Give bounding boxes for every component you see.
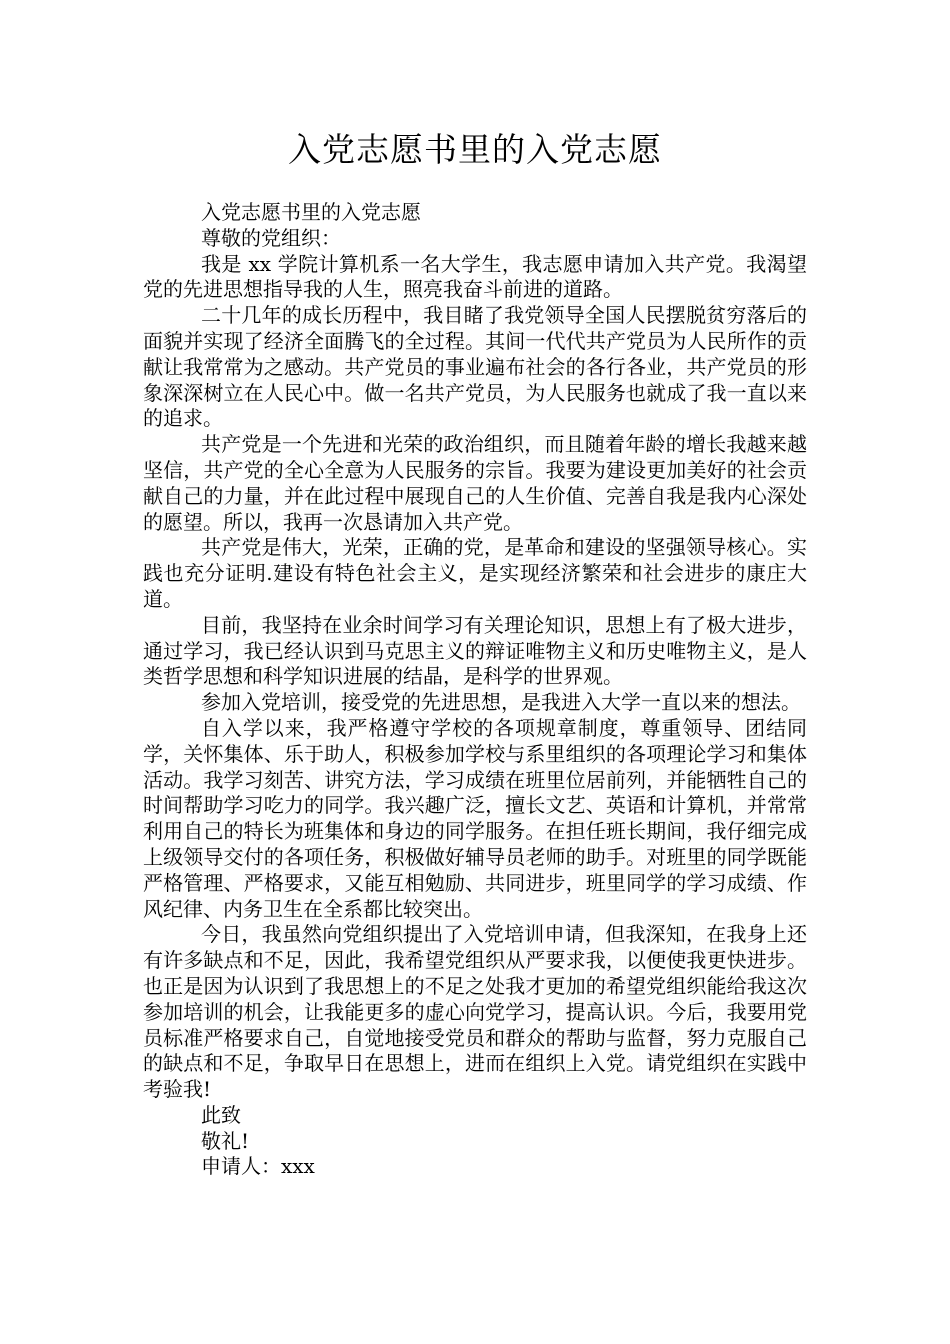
paragraph-commitment: 今日，我虽然向党组织提出了入党培训申请，但我深知，在我身上还有许多缺点和不足，因此，我希望党组织从严要求我，以便使我更快进步。也正是因为认识到了我思想上的不足之处我才更加的希望党组织能给我这次参加培训的机会，让我能更多的虚心向党学习，提高认识。今后，我要用党员标准严格要求自己，自觉地接受党员和群众的帮助与监督，努力克服自己的缺点和不足，争取早日在思想上，进而在组织上入党。请党组织在实践中考验我! (143, 922, 807, 1102)
paragraph-salutation: 尊敬的党组织： (201, 225, 341, 250)
paragraph-belief: 共产党是一个先进和光荣的政治组织，而且随着年龄的增长我越来越坚信，共产党的全心全意为人民服务的宗旨。我要为建设更加美好的社会贡献自己的力量，并在此过程中展现自己的人生价值、完善自我是我内心深处的愿望。所以，我再一次恳请加入共产党。 (143, 432, 807, 534)
paragraph-heading: 入党志愿书里的入党志愿 (201, 200, 421, 224)
document-title: 入党志愿书里的入党志愿 (288, 130, 662, 169)
paragraph-study: 目前，我坚持在业余时间学习有关理论知识，思想上有了极大进步，通过学习，我已经认识到马克思主义的辩证唯物主义和历史唯物主义，是人类哲学思想和科学知识进展的结晶，是科学的世界观。 (143, 612, 807, 689)
applicant-signature: 申请人：xxx (201, 1154, 315, 1179)
paragraph-party: 共产党是伟大，光荣，正确的党，是革命和建设的坚强领导核心。实践也充分证明.建设有特色社会主义，是实现经济繁荣和社会进步的康庄大道。 (143, 535, 807, 611)
closing-jingli: 敬礼! (201, 1128, 250, 1153)
closing-cizhi: 此致 (201, 1102, 241, 1127)
paragraph-training: 参加入党培训，接受党的先进思想，是我进入大学一直以来的想法。 (201, 690, 801, 715)
document-body (143, 200, 807, 1180)
paragraph-intro: 我是 xx 学院计算机系一名大学生，我志愿申请加入共产党。我渴望党的先进思想指导我的人生，照亮我奋斗前进的道路。 (143, 251, 807, 302)
paragraph-growth: 二十几年的成长历程中，我目睹了我党领导全国人民摆脱贫穷落后的面貌并实现了经济全面腾飞的全过程。其间一代代共产党员为人民所作的贡献让我常常为之感动。共产党员的事业遍布社会的各行各业，共产党员的形象深深树立在人民心中。做一名共产党员，为人民服务也就成了我一直以来的追求。 (143, 303, 807, 431)
paragraph-school-life: 自入学以来，我严格遵守学校的各项规章制度，尊重领导、团结同学，关怀集体、乐于助人，积极参加学校与系里组织的各项理论学习和集体活动。我学习刻苦、讲究方法，学习成绩在班里位居前列，并能牺牲自己的时间帮助学习吃力的同学。我兴趣广泛，擅长文艺、英语和计算机，并常常利用自己的特长为班集体和身边的同学服务。在担任班长期间，我仔细完成上级领导交付的各项任务，积极做好辅导员老师的助手。对班里的同学既能严格管理、严格要求，又能互相勉励、共同进步，班里同学的学习成绩、作风纪律、内务卫生在全系都比较突出。 (143, 715, 807, 921)
